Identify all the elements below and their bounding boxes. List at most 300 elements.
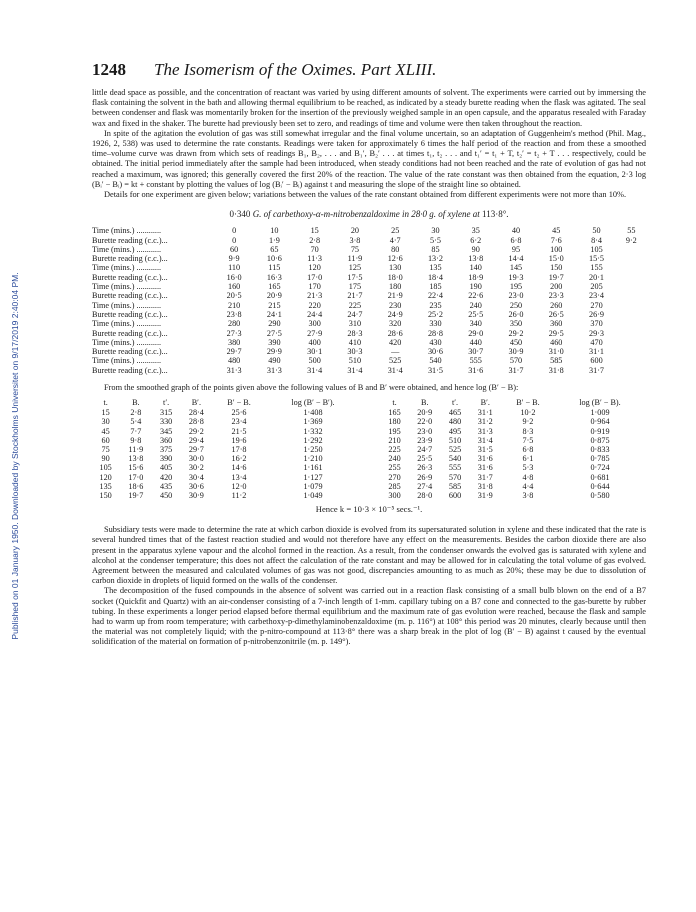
experiment-title xyxy=(92,209,646,219)
readings-cell: 45 xyxy=(552,226,561,236)
readings-cell: 140 xyxy=(469,263,482,273)
smoothed-cell: 9·8 xyxy=(130,435,142,445)
readings-cell: 40 xyxy=(511,226,521,236)
readings-cell: 28·6 xyxy=(387,328,403,338)
readings-cell xyxy=(617,282,646,291)
readings-cell: 31·3 xyxy=(266,365,282,375)
readings-cell: 450 xyxy=(509,337,523,347)
smoothed-header-cell: t. xyxy=(103,398,108,408)
readings-cell: 340 xyxy=(469,319,482,329)
smoothed-cell: 31·5 xyxy=(477,445,493,454)
readings-cell: 10 xyxy=(270,226,279,236)
readings-row xyxy=(92,347,646,356)
readings-cell: 230 xyxy=(389,300,402,310)
smoothed-header-cell: B. xyxy=(132,398,140,408)
readings-cell: 20·9 xyxy=(266,291,282,301)
smoothed-cell: 270 xyxy=(388,472,401,482)
readings-cell: 11·9 xyxy=(347,254,363,264)
readings-cell: 50 xyxy=(592,226,601,236)
readings-cell: 31·4 xyxy=(307,365,323,375)
readings-cell: 80 xyxy=(391,244,400,254)
readings-cell: 31·4 xyxy=(347,365,363,375)
readings-cell: 15 xyxy=(310,226,319,236)
smoothed-cell: 0·785 xyxy=(590,454,610,464)
smoothed-row xyxy=(92,473,646,482)
readings-cell: 320 xyxy=(389,319,402,329)
smoothed-row xyxy=(92,436,646,445)
readings-cell: 18·4 xyxy=(427,272,443,282)
smoothed-cell: 31·1 xyxy=(477,408,493,418)
smoothed-cell: 330 xyxy=(159,417,173,427)
smoothed-cell: 255 xyxy=(388,463,401,473)
smoothed-cell: 14·6 xyxy=(231,463,247,473)
readings-row-label: Time (mins.) ............ xyxy=(92,319,162,329)
readings-cell: 29·2 xyxy=(508,328,524,338)
readings-row-label: Time (mins.) ............ xyxy=(92,337,162,347)
readings-row xyxy=(92,263,646,272)
smoothed-cell: 375 xyxy=(159,445,173,454)
readings-row-label: Time (mins.) ............ xyxy=(92,282,162,292)
readings-row-label: Time (mins.) ............ xyxy=(92,244,162,254)
readings-cell: 420 xyxy=(389,337,402,347)
readings-row-label: Burette reading (c.c.)... xyxy=(92,328,168,338)
readings-cell: 135 xyxy=(429,263,442,273)
readings-cell: 28·8 xyxy=(427,328,443,338)
readings-cell: 260 xyxy=(550,300,563,310)
readings-row xyxy=(92,366,646,375)
readings-row-label: Burette reading (c.c.)... xyxy=(92,291,168,301)
smoothed-cell: 1·292 xyxy=(303,435,323,445)
readings-cell: 7·6 xyxy=(550,235,562,245)
smoothed-header-cell: t. xyxy=(392,398,397,408)
smoothed-cell: 5·4 xyxy=(130,417,142,427)
readings-cell: 29·7 xyxy=(226,347,242,357)
smoothed-cell: 465 xyxy=(448,408,462,418)
smoothed-cell: 27·4 xyxy=(417,481,433,491)
readings-cell: 330 xyxy=(429,319,442,329)
readings-cell: 26·0 xyxy=(508,309,524,319)
smoothed-cell: 480 xyxy=(448,417,462,427)
smoothed-row xyxy=(92,417,646,426)
smoothed-cell: 26·9 xyxy=(417,472,433,482)
smoothed-cell: 23·0 xyxy=(417,426,433,436)
readings-cell: 13·8 xyxy=(468,254,484,264)
readings-cell: 70 xyxy=(310,244,319,254)
readings-row-label: Burette reading (c.c.)... xyxy=(92,365,168,375)
smoothed-cell: 28·8 xyxy=(188,417,204,427)
readings-cell: 65 xyxy=(270,244,279,254)
readings-cell: 29·3 xyxy=(589,328,605,338)
readings-cell: 370 xyxy=(590,319,603,329)
readings-row-label: Time (mins.) ............ xyxy=(92,300,162,310)
smoothed-cell: 390 xyxy=(159,454,173,464)
smoothed-cell: 31·7 xyxy=(477,472,493,482)
smoothed-header-cell: t′. xyxy=(451,398,459,408)
readings-cell: 4·7 xyxy=(389,235,401,245)
readings-cell: 26·9 xyxy=(589,309,605,319)
readings-cell: 30·6 xyxy=(427,347,443,357)
smoothed-cell: 495 xyxy=(448,426,462,436)
readings-cell: 5·5 xyxy=(430,235,441,245)
readings-cell: 29·0 xyxy=(468,328,484,338)
smoothed-cell: 210 xyxy=(388,435,401,445)
smoothed-cell: 30·9 xyxy=(188,491,204,501)
readings-row xyxy=(92,329,646,338)
readings-cell: 2·8 xyxy=(309,235,321,245)
readings-cell: 500 xyxy=(308,356,321,366)
paragraph-guggenheim: In spite of the agitation the evolution of gas was still somewhat irregular and the final volume uncertain, so an adaptation of Guggenheim's method (Phil. Mag., 1926, 2, 538) was used to determine the rate constants. Readings were taken for approximately 6 times the half period of the reaction and from these a smoothed time–volume curve was drawn from which sets of readings B₁, B₂, . . . and B₁′, B₂′ . . . at times t₁, t₂ . . . and t₁′ = t₁ + T, t₂′ = t₂ + T . . . respectively, could be obtained. The initial period immediately after the sample had been introduced, when steady conditions had not been reached and the rate of evolution of gas had not reached a maximum, was ignored; this generally covered the first 20% of the reaction. The value of the rate constant was then obtained from the equation, 2·3 log (Bᵢ′ − Bᵢ) = kt + constant by plotting the values of log (Bᵢ′ − Bᵢ) against t and measuring the slope of the straight line so obtained. xyxy=(92,128,646,189)
smoothed-cell: 0·644 xyxy=(590,481,610,491)
smoothed-cell: 585 xyxy=(448,481,462,491)
readings-cell: 13·2 xyxy=(427,254,443,264)
smoothed-cell: 29·7 xyxy=(188,445,204,454)
smoothed-cell: 10·2 xyxy=(520,408,536,418)
readings-cell: 55 xyxy=(627,226,636,236)
smoothed-intro: From the smoothed graph of the points given above the following values of B and B′ were obtained, and hence log (B′ − B): xyxy=(104,382,519,392)
readings-cell: 350 xyxy=(509,319,523,329)
readings-cell: 310 xyxy=(348,319,362,329)
readings-cell: 31·7 xyxy=(589,365,605,375)
smoothed-cell: 3·8 xyxy=(522,491,534,501)
smoothed-cell: 15·6 xyxy=(128,463,144,473)
readings-row xyxy=(92,356,646,365)
readings-cell xyxy=(617,310,646,319)
paragraph-decomposition: The decomposition of the fused compounds in the absence of solvent was carried out in a reaction flask consisting of a small bulb blown on the end of a B7 socket (Quickfit and Quartz) with an air-condenser consisting of a 7-inch length of 1-mm. capillary tubing on a B7 cone and connected to the gas-burette by rubber tubing. In these experiments a longer period elapsed before thermal equilibrium and the maximum rate of gas evolution were reached, because the flask and sample had to warm up from room temperature; with carbethoxy-p-dimethylaminobenzaldoxime (m. p. 116°) at 108° this period was 20 minutes, clearly because until then the material was not completely liquid; with the p-nitro-compound at 113·8° there was a sharp break in the plot of log (B′ − B) against t caused by the eventual solidification of the material on formation of p-nitrobenzonitrile (m. p. 149°). xyxy=(92,586,646,647)
smoothed-header-cell: B. xyxy=(421,398,429,408)
readings-cell xyxy=(617,254,646,263)
readings-cell: 225 xyxy=(348,300,362,310)
readings-cell: 270 xyxy=(590,300,603,310)
readings-cell: 30·7 xyxy=(468,347,484,357)
readings-cell: 31·0 xyxy=(548,347,564,357)
readings-cell: 555 xyxy=(469,356,482,366)
readings-cell: 105 xyxy=(590,244,603,254)
smoothed-cell: 405 xyxy=(159,463,173,473)
readings-cell: 25 xyxy=(391,226,400,236)
readings-cell: 160 xyxy=(227,282,241,292)
smoothed-cell: 26·3 xyxy=(417,463,433,473)
readings-row xyxy=(92,245,646,254)
readings-row xyxy=(92,282,646,291)
smoothed-cell: 30·4 xyxy=(188,472,204,482)
readings-cell: 360 xyxy=(550,319,563,329)
paragraph-method: little dead space as possible, and the concentration of reactant was varied by using different amounts of solvent. The experiments were carried out by immersing the flask containing the solvent in the bath and allowing thermal equilibrium to be reached, as indicated by a steady burette reading when the flask was agitated. The seal between condenser and flask was momentarily broken for the insertion of the previously weighed sample in an open capsule, and the apparatus resealed with Faraday wax and fixed in the shaker. The burette had previously been set to zero, and readings of time and volume were then taken throughout the reaction. xyxy=(92,88,646,128)
smoothed-cell: 195 xyxy=(388,426,401,436)
readings-cell: 235 xyxy=(429,300,442,310)
smoothed-cell: 1·161 xyxy=(303,463,323,473)
readings-cell xyxy=(617,347,646,356)
readings-cell: 23·0 xyxy=(508,291,524,301)
smoothed-row xyxy=(92,463,646,472)
readings-cell: 35 xyxy=(471,226,480,236)
smoothed-cell: 7·7 xyxy=(130,426,142,436)
smoothed-cell: 11·9 xyxy=(128,445,144,454)
smoothed-cell: 360 xyxy=(159,435,173,445)
readings-cell: 24·9 xyxy=(387,309,403,319)
smoothed-header-cell: log (B′ − B′). xyxy=(291,398,335,408)
smoothed-cell: 1·332 xyxy=(303,426,323,436)
readings-row xyxy=(92,226,646,235)
readings-cell: 9·2 xyxy=(625,235,637,245)
readings-cell: 460 xyxy=(550,337,563,347)
readings-cell: 24·4 xyxy=(307,309,323,319)
readings-cell: 110 xyxy=(228,263,241,273)
readings-cell: 31·1 xyxy=(589,347,605,357)
readings-cell: 31·3 xyxy=(226,365,242,375)
readings-cell: 12·6 xyxy=(387,254,403,264)
smoothed-cell: 600 xyxy=(448,491,462,501)
smoothed-header-cell: B′. xyxy=(480,398,490,408)
readings-row-label: Burette reading (c.c.)... xyxy=(92,254,168,264)
rate-constant-result: Hence k = 10·3 × 10⁻⁵ secs.⁻¹. xyxy=(315,504,423,515)
smoothed-cell: 21·5 xyxy=(231,426,247,436)
smoothed-cell: 300 xyxy=(388,491,401,501)
readings-cell: 250 xyxy=(509,300,523,310)
readings-cell: 23·8 xyxy=(226,309,242,319)
smoothed-cell: 0·964 xyxy=(590,417,610,427)
readings-cell: 31·5 xyxy=(427,365,443,375)
readings-cell: 180 xyxy=(389,282,402,292)
readings-row-label: Burette reading (c.c.)... xyxy=(92,235,168,245)
readings-cell: 130 xyxy=(389,263,402,273)
smoothed-cell: 4·8 xyxy=(522,472,534,482)
readings-cell: 30·3 xyxy=(347,347,363,357)
readings-row-label: Burette reading (c.c.)... xyxy=(92,309,168,319)
readings-cell: 16·3 xyxy=(266,272,282,282)
readings-cell: 155 xyxy=(590,263,603,273)
readings-cell: 24·1 xyxy=(266,309,282,319)
smoothed-header-cell: B′ − B. xyxy=(516,398,540,408)
readings-cell: 430 xyxy=(429,337,442,347)
smoothed-cell: 510 xyxy=(448,435,462,445)
smoothed-cell: 19·6 xyxy=(231,435,247,445)
smoothed-cell: 31·4 xyxy=(477,435,493,445)
readings-cell: 190 xyxy=(469,282,482,292)
readings-cell xyxy=(617,263,646,272)
readings-cell: 95 xyxy=(511,244,521,254)
readings-cell: 205 xyxy=(590,282,603,292)
readings-row xyxy=(92,301,646,310)
smoothed-cell: 31·6 xyxy=(477,463,493,473)
smoothed-row xyxy=(92,482,646,491)
smoothed-cell: 8·3 xyxy=(522,426,534,436)
smoothed-cell: 0·724 xyxy=(590,463,610,473)
readings-cell: 3·8 xyxy=(349,235,361,245)
smoothed-cell: 31·6 xyxy=(477,454,493,464)
readings-cell: 6·8 xyxy=(510,235,522,245)
readings-cell: 31·8 xyxy=(548,365,564,375)
readings-cell: 280 xyxy=(227,319,241,329)
smoothed-cell: 16·2 xyxy=(231,454,247,464)
readings-cell: 390 xyxy=(268,337,281,347)
smoothed-cell: 525 xyxy=(448,445,462,454)
smoothed-cell: 31·8 xyxy=(477,481,493,491)
smoothed-cell: 0·919 xyxy=(590,426,610,436)
readings-cell: 19·7 xyxy=(548,272,564,282)
readings-cell: 1·9 xyxy=(268,235,280,245)
experiment-title-lead: 0·340 xyxy=(229,209,253,220)
smoothed-cell: 555 xyxy=(448,463,462,473)
smoothed-cell: 11·2 xyxy=(231,491,247,501)
readings-cell: 9·9 xyxy=(228,254,240,264)
smoothed-cell: 30·0 xyxy=(188,454,204,464)
readings-cell: 90 xyxy=(471,244,480,254)
readings-table xyxy=(92,226,646,375)
smoothed-cell: 225 xyxy=(388,445,401,454)
readings-cell xyxy=(617,301,646,310)
readings-cell: 31·6 xyxy=(468,365,484,375)
smoothed-cell: 435 xyxy=(159,481,173,491)
smoothed-cell: 30·2 xyxy=(188,463,204,473)
readings-cell: 480 xyxy=(227,356,241,366)
readings-cell: 170 xyxy=(308,282,321,292)
readings-row xyxy=(92,273,646,282)
readings-cell: 0 xyxy=(232,235,237,245)
page-number: 1248 xyxy=(92,60,126,79)
smoothed-header-cell: B′. xyxy=(191,398,202,408)
smoothed-cell: 31·9 xyxy=(477,491,493,501)
readings-cell: 600 xyxy=(590,356,603,366)
readings-cell: 525 xyxy=(389,356,402,366)
readings-cell: 8·4 xyxy=(591,235,602,245)
smoothed-header-cell: B′ − B. xyxy=(227,398,251,408)
smoothed-cell: 9·2 xyxy=(522,417,534,427)
readings-cell: 23·4 xyxy=(589,291,605,301)
smoothed-cell: 180 xyxy=(388,417,401,427)
smoothed-cell: 29·4 xyxy=(188,435,204,445)
journal-page xyxy=(92,60,646,648)
smoothed-cell: 1·210 xyxy=(303,454,323,464)
smoothed-cell: 15 xyxy=(101,408,110,418)
paragraph-subsidiary: Subsidiary tests were made to determine the rate at which carbon dioxide is evolved from its supersaturated solution in xylene and these indicated that the rate is several hundred times that of the fastest reaction studied and would not therefore have any effect on the measurements. Besides the carbon dioxide there are also present in the apparatus xylene vapour and the alcohol formed in the reaction. As a result, from the condenser onwards the evolved gas is saturated with xylene and alcohol at the condenser temperature; this does not affect the calculation of the rate constant and may be allowed for in calculating the total volume of gas evolved. Agreement between the measured and calculated volumes of gas was not good, discrepancies amounting to as much as 20%; these may be due to dissolution of carbon dioxide in droplets of liquid formed on the walls of the condenser. xyxy=(92,525,646,586)
readings-cell: 195 xyxy=(509,282,523,292)
readings-cell xyxy=(617,291,646,300)
readings-row xyxy=(92,291,646,300)
smoothed-cell: 23·4 xyxy=(231,417,247,427)
paragraph-details: Details for one experiment are given below; variations between the values of the rate constant obtained from different experiments were not more than 10%. xyxy=(104,190,627,200)
readings-cell: 290 xyxy=(268,319,281,329)
smoothed-cell: 28·4 xyxy=(188,408,204,418)
smoothed-cell: 19·7 xyxy=(128,491,144,501)
smoothed-cell: 12·0 xyxy=(231,481,247,491)
smoothed-cell: 0·875 xyxy=(590,435,610,445)
readings-cell: 15·0 xyxy=(548,254,564,264)
readings-row xyxy=(92,319,646,328)
smoothed-cell: 285 xyxy=(388,481,401,491)
readings-cell: 16·0 xyxy=(226,272,242,282)
smoothed-cell: 6·1 xyxy=(522,454,534,464)
readings-row-label: Time (mins.) ............ xyxy=(92,356,162,366)
smoothed-header-cell: log (B′ − B). xyxy=(579,398,621,408)
smoothed-cell: 45 xyxy=(101,426,110,436)
smoothed-cell: 0·580 xyxy=(590,491,610,501)
readings-cell: 11·3 xyxy=(307,254,323,264)
readings-cell: 18·9 xyxy=(468,272,484,282)
readings-cell: 85 xyxy=(431,244,440,254)
smoothed-cell: 28·0 xyxy=(417,491,433,501)
readings-cell: 19·3 xyxy=(508,272,524,282)
smoothed-cell: 420 xyxy=(159,472,173,482)
readings-cell: 570 xyxy=(509,356,523,366)
download-sidebar xyxy=(0,0,22,912)
smoothed-cell: 17·8 xyxy=(231,445,247,454)
readings-cell: 15·5 xyxy=(589,254,605,264)
readings-cell: 21·9 xyxy=(387,291,403,301)
readings-cell: 300 xyxy=(308,319,321,329)
running-title: The Isomerism of the Oximes. Part XLIII. xyxy=(154,60,437,79)
smoothed-cell: 5·3 xyxy=(522,463,534,473)
readings-cell: 470 xyxy=(590,337,603,347)
readings-cell: 27·9 xyxy=(307,328,323,338)
smoothed-cell: 23·9 xyxy=(417,435,433,445)
smoothed-cell: 240 xyxy=(388,454,401,464)
readings-cell: 0 xyxy=(232,226,237,236)
smoothed-cell: 13·8 xyxy=(128,454,144,464)
smoothed-cell: 120 xyxy=(99,472,112,482)
readings-row xyxy=(92,310,646,319)
readings-cell: 60 xyxy=(230,244,239,254)
readings-cell: 240 xyxy=(469,300,482,310)
readings-cell xyxy=(617,245,646,254)
smoothed-cell: 6·8 xyxy=(522,445,534,454)
readings-cell: 17·5 xyxy=(347,272,363,282)
smoothed-cell: 1·049 xyxy=(303,491,323,501)
readings-cell: 24·7 xyxy=(347,309,363,319)
smoothed-header-cell: t′. xyxy=(163,398,170,408)
page-header xyxy=(92,60,646,80)
smoothed-cell: 18·6 xyxy=(128,481,144,491)
smoothed-cell: 29·2 xyxy=(188,426,204,436)
smoothed-row xyxy=(92,408,646,417)
smoothed-cell: 1·250 xyxy=(303,445,323,454)
smoothed-cell: 0·681 xyxy=(590,472,610,482)
readings-cell xyxy=(617,356,646,365)
smoothed-cell: 13·4 xyxy=(231,472,247,482)
smoothed-cell: 450 xyxy=(159,491,173,501)
readings-cell: 23·3 xyxy=(548,291,564,301)
readings-cell: 510 xyxy=(348,356,362,366)
readings-cell: 410 xyxy=(348,337,362,347)
experiment-title-tail: 113·8°. xyxy=(479,209,509,220)
smoothed-table xyxy=(92,397,646,500)
readings-cell: 30 xyxy=(431,226,440,236)
smoothed-row xyxy=(92,491,646,500)
smoothed-cell: 345 xyxy=(159,426,173,436)
smoothed-cell: 0·833 xyxy=(590,445,610,454)
readings-cell: 26·5 xyxy=(548,309,564,319)
readings-row-label: Time (mins.) ............ xyxy=(92,263,162,273)
smoothed-cell: 1·079 xyxy=(303,481,323,491)
smoothed-cell: 20·9 xyxy=(417,408,433,418)
readings-cell: 28·3 xyxy=(347,328,363,338)
smoothed-cell: 105 xyxy=(99,463,112,473)
smoothed-cell: 25·5 xyxy=(417,454,433,464)
readings-cell: 14·4 xyxy=(508,254,524,264)
readings-cell xyxy=(617,273,646,282)
smoothed-row xyxy=(92,454,646,463)
readings-cell: 540 xyxy=(429,356,442,366)
readings-cell: 220 xyxy=(308,300,321,310)
publication-note: Published on 01 January 1950. Downloaded by Stockholms Universitet on 9/17/2019 2:40:04 PM. xyxy=(10,272,20,640)
readings-cell: 31·7 xyxy=(508,365,524,375)
readings-cell: 30·1 xyxy=(307,347,323,357)
smoothed-cell: 90 xyxy=(101,454,110,464)
readings-cell: 150 xyxy=(550,263,563,273)
readings-cell: 75 xyxy=(350,244,360,254)
smoothed-cell: 4·4 xyxy=(522,481,534,491)
readings-cell: 440 xyxy=(469,337,482,347)
smoothed-cell: 2·8 xyxy=(130,408,142,418)
